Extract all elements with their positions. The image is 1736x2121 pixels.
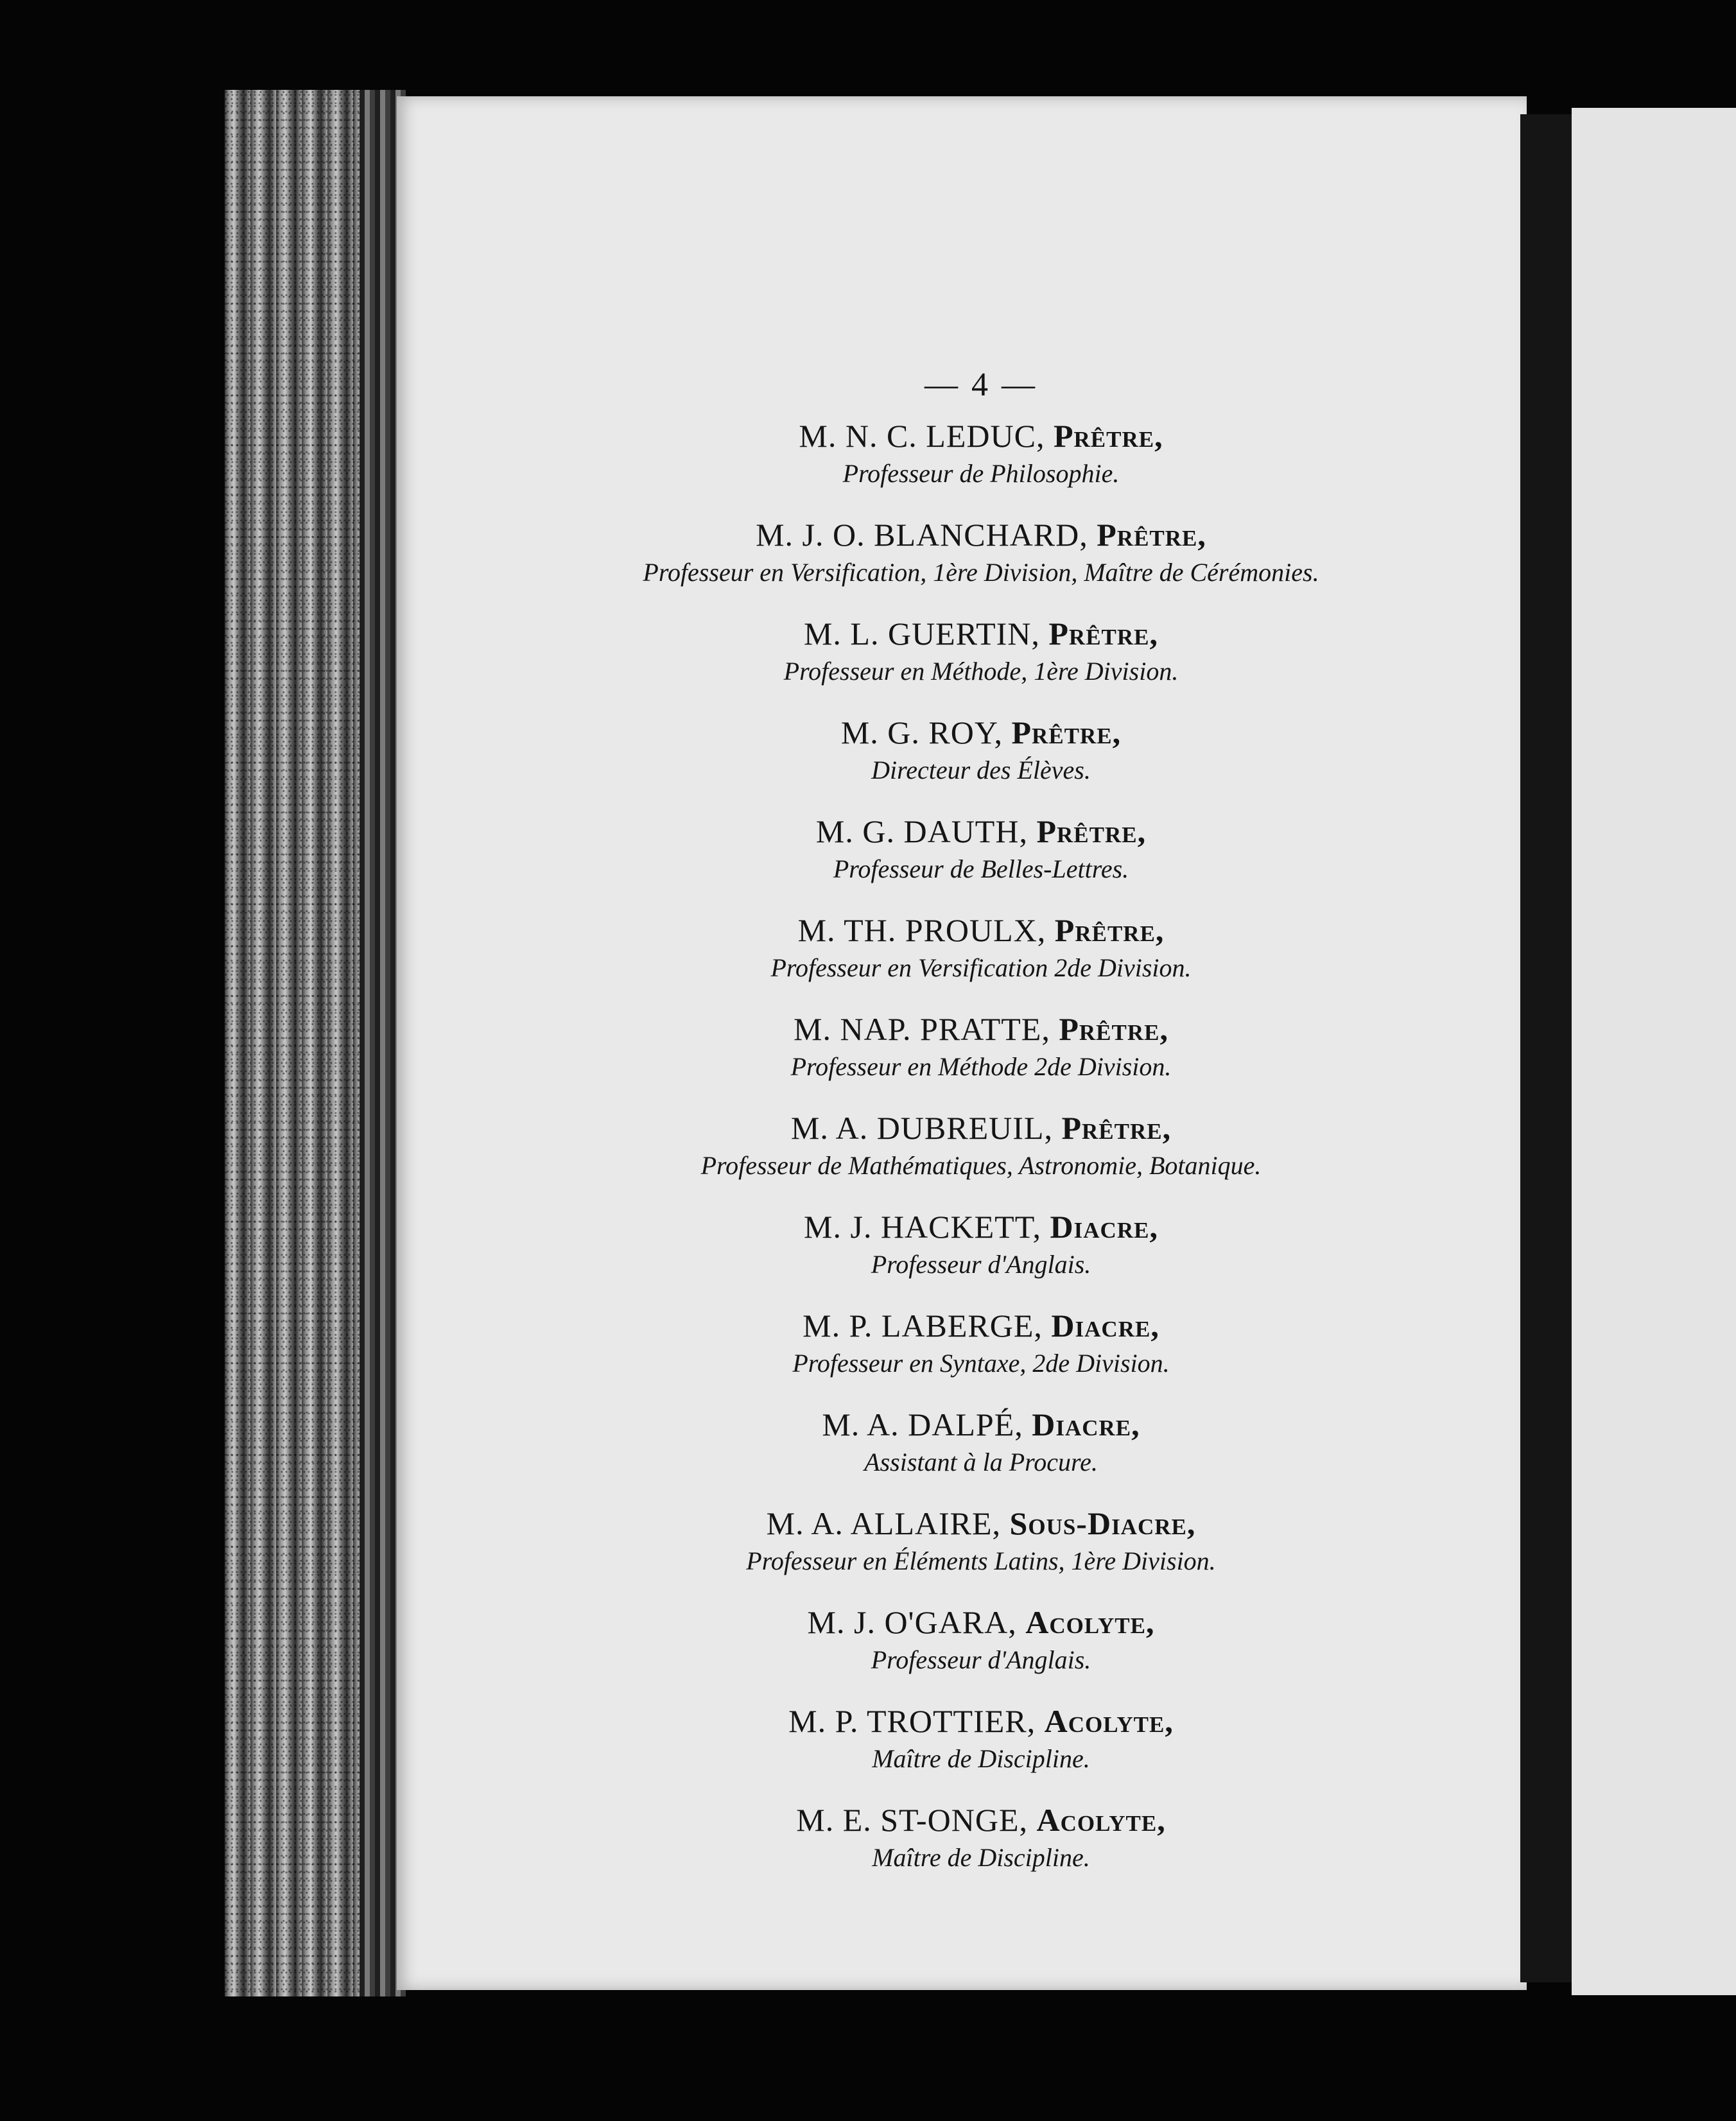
staff-entry [435,1503,1527,1579]
staff-role: Maître de Discipline. [872,1843,1090,1872]
staff-rank: Diacre, [1050,1209,1158,1245]
staff-name-line [435,1602,1527,1643]
staff-name-line [435,1503,1527,1544]
staff-name: M. P. LABERGE, [803,1308,1043,1344]
staff-name: M. G. ROY, [840,714,1003,750]
staff-role: Professeur d'Anglais. [871,1250,1091,1279]
staff-rank: Prêtre, [1036,813,1147,849]
staff-entry [435,415,1527,491]
staff-name: M. A. DUBREUIL, [790,1110,1053,1146]
staff-name-line [435,712,1527,753]
staff-entry [435,1009,1527,1084]
staff-role: Professeur en Éléments Latins, 1ère Division. [746,1546,1216,1575]
staff-name-line [435,415,1527,456]
staff-name-line [435,1305,1527,1346]
staff-entry [435,613,1527,689]
staff-entry [435,514,1527,590]
staff-name: M. NAP. PRATTE, [794,1011,1050,1047]
staff-name: M. E. ST-ONGE, [796,1802,1029,1838]
staff-rank: Prêtre, [1061,1110,1172,1146]
staff-role: Professeur en Versification, 1ère Division, Maître de Cérémonies. [643,558,1319,587]
staff-role: Professeur de Philosophie. [842,459,1120,488]
staff-entry [435,1602,1527,1677]
staff-rank: Prêtre, [1011,714,1122,750]
staff-entry [435,1305,1527,1381]
staff-entry [435,1107,1527,1183]
staff-name: M. J. O'GARA, [807,1604,1017,1640]
staff-role: Maître de Discipline. [872,1744,1090,1773]
staff-entry [435,1701,1527,1776]
staff-name-line [435,1107,1527,1148]
staff-name: M. L. GUERTIN, [803,616,1040,652]
staff-rank: Prêtre, [1053,418,1163,454]
staff-name-line [435,1701,1527,1742]
page-number: — 4 — [924,367,1037,403]
staff-rank: Acolyte, [1025,1604,1155,1640]
staff-role: Professeur de Mathématiques, Astronomie, Botanique. [700,1151,1262,1180]
staff-name-line [435,910,1527,951]
staff-role: Directeur des Élèves. [871,756,1091,784]
staff-role: Professeur en Méthode 2de Division. [790,1052,1172,1081]
staff-name: M. A. DALPÉ, [822,1407,1023,1442]
staff-name: M. TH. PROULX, [797,912,1046,948]
staff-name-line [435,1206,1527,1247]
staff-name: M. J. O. BLANCHARD, [756,517,1088,553]
staff-rank: Diacre, [1051,1308,1159,1344]
staff-rank: Prêtre, [1097,517,1206,553]
staff-rank: Prêtre, [1048,616,1159,652]
staff-name-line [435,811,1527,852]
staff-role: Professeur de Belles-Lettres. [833,854,1129,883]
staff-role: Professeur en Méthode, 1ère Division. [783,657,1179,686]
staff-entry [435,811,1527,887]
staff-entry [435,1206,1527,1282]
staff-rank: Prêtre, [1059,1011,1168,1047]
staff-name-line [435,1009,1527,1050]
staff-name-line [435,1799,1527,1840]
staff-entry [435,910,1527,985]
right-page [1572,108,1736,1995]
staff-name-line [435,613,1527,654]
staff-rank: Diacre, [1032,1407,1140,1442]
staff-name: M. J. HACKETT, [804,1209,1042,1245]
staff-rank: Prêtre, [1054,912,1165,948]
staff-name: M. A. ALLAIRE, [766,1505,1002,1541]
staff-name-line [435,514,1527,555]
staff-entry [435,1799,1527,1875]
book-gutter [1520,114,1572,1982]
staff-entry [435,712,1527,788]
staff-rank: Sous-Diacre, [1009,1505,1196,1541]
staff-rank: Acolyte, [1044,1703,1174,1739]
staff-name: M. G. DAUTH, [815,813,1028,849]
left-page [397,96,1527,1990]
staff-rank: Acolyte, [1036,1802,1166,1838]
staff-role: Professeur en Versification 2de Division. [770,953,1192,982]
page-text [397,366,1527,1898]
staff-name: M. N. C. LEDUC, [799,418,1045,454]
staff-role: Professeur en Syntaxe, 2de Division. [792,1349,1170,1378]
staff-name-line [435,1404,1527,1445]
staff-role: Professeur d'Anglais. [871,1645,1091,1674]
staff-role: Assistant à la Procure. [864,1448,1098,1476]
staff-entry [435,1404,1527,1480]
staff-list [397,415,1527,1875]
staff-name: M. P. TROTTIER, [788,1703,1036,1739]
